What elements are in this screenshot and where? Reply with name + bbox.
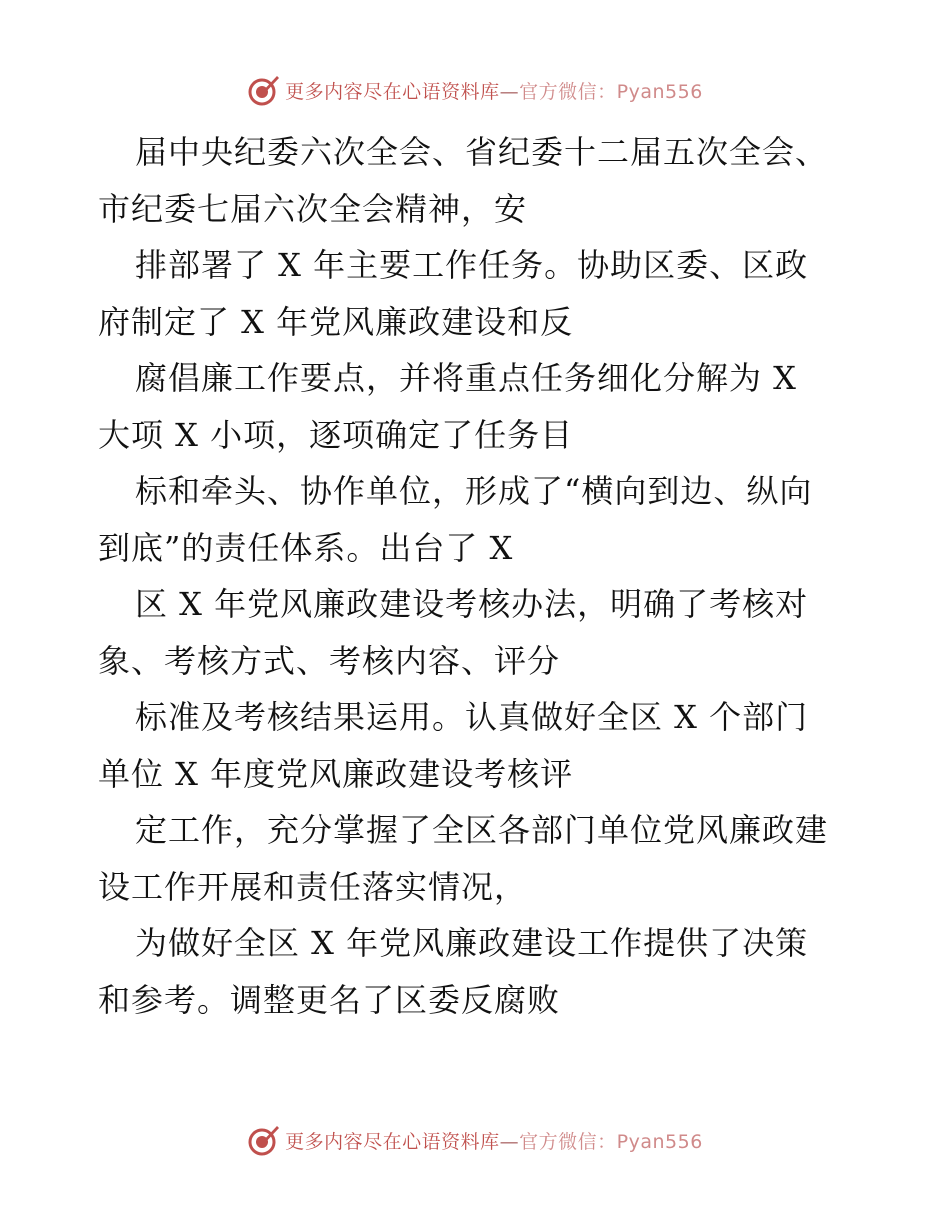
text-line: 标和牵头、协作单位，形成了“横向到边、纵向 [135,472,813,510]
text-line: 定工作，充分掌握了全区各部门单位党风廉政建 [135,811,829,849]
header-banner [0,70,950,110]
text-line: 府制定了 X 年党风廉政建设和反 [98,302,574,341]
text-line: 和参考。调整更名了区委反腐败 [98,980,561,1019]
quill-pen-logo-icon [247,1123,281,1157]
document-body [98,124,868,1028]
text-line: 单位 X 年度党风廉政建设考核评 [98,754,574,793]
text-line: 象、考核方式、考核内容、评分 [98,641,561,680]
text-line: 区 X 年党风廉政建设考核办法，明确了考核对 [135,585,809,623]
footer-banner [0,1120,950,1160]
text-line: 市纪委七届六次全会精神，安 [98,189,528,228]
footer-banner-text: 更多内容尽在心语资料库—官方微信：Pyan556 [285,1130,703,1153]
text-line: 腐倡廉工作要点，并将重点任务细化分解为 X [135,359,797,397]
text-line: 大项 X 小项，逐项确定了任务目 [98,415,574,454]
quill-pen-logo-icon [247,73,281,107]
text-line: 到底”的责任体系。出台了 X [98,528,514,567]
text-line: 为做好全区 X 年党风廉政建设工作提供了决策 [135,924,809,962]
text-line: 标准及考核结果运用。认真做好全区 X 个部门 [135,698,809,736]
text-line: 排部署了 X 年主要工作任务。协助区委、区政 [135,246,809,284]
text-line: 届中央纪委六次全会、省纪委十二届五次全会、 [135,133,829,171]
header-banner-text: 更多内容尽在心语资料库—官方微信：Pyan556 [285,80,703,103]
text-line: 设工作开展和责任落实情况， [98,867,528,906]
